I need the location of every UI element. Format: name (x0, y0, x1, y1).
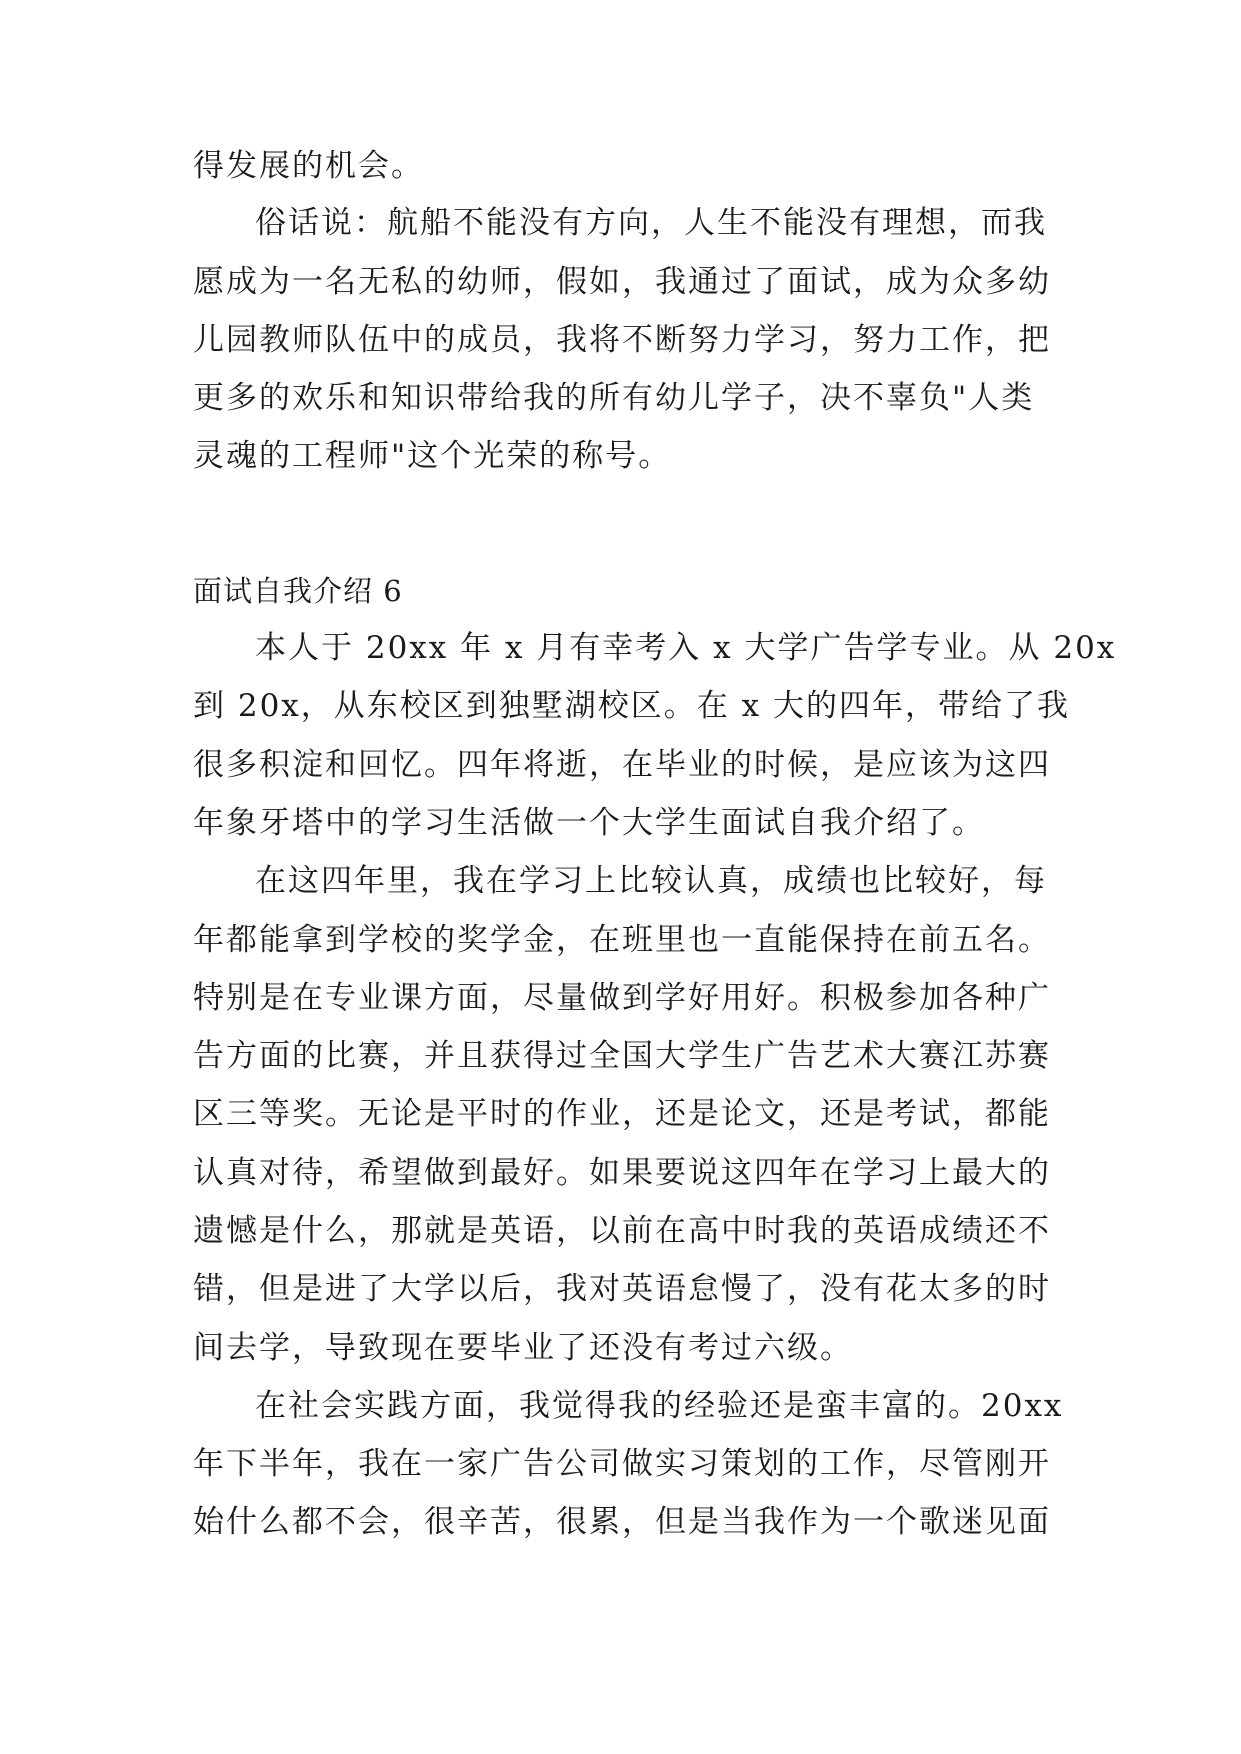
paragraph-line: 年象牙塔中的学习生活做一个大学生面试自我介绍了。 (193, 805, 985, 841)
paragraph-line: 俗话说：航船不能没有方向，人生不能没有理想，而我 (255, 205, 1047, 241)
paragraph-line: 始什么都不会，很辛苦，很累，但是当我作为一个歌迷见面 (193, 1504, 1051, 1540)
paragraph-line: 认真对待，希望做到最好。如果要说这四年在学习上最大的 (193, 1155, 1051, 1191)
paragraph-line: 在社会实践方面，我觉得我的经验还是蛮丰富的。20xx (255, 1388, 1064, 1424)
paragraph-line: 年都能拿到学校的奖学金，在班里也一直能保持在前五名。 (193, 922, 1051, 958)
paragraph-line: 年下半年，我在一家广告公司做实习策划的工作，尽管刚开 (193, 1446, 1051, 1482)
paragraph-line: 得发展的机会。 (193, 148, 424, 184)
paragraph-line: 在这四年里，我在学习上比较认真，成绩也比较好，每 (255, 863, 1047, 899)
paragraph-line: 儿园教师队伍中的成员，我将不断努力学习，努力工作，把 (193, 322, 1051, 358)
paragraph-line: 灵魂的工程师"这个光荣的称号。 (193, 438, 672, 474)
paragraph-line: 到 20x，从东校区到独墅湖校区。在 x 大的四年，带给了我 (193, 688, 1070, 724)
section-heading: 面试自我介绍 6 (193, 574, 403, 608)
paragraph-line: 区三等奖。无论是平时的作业，还是论文，还是考试，都能 (193, 1096, 1051, 1132)
paragraph-line: 更多的欢乐和知识带给我的所有幼儿学子，决不辜负"人类 (193, 380, 1035, 416)
paragraph-line: 很多积淀和回忆。四年将逝，在毕业的时候，是应该为这四 (193, 747, 1051, 783)
paragraph-line: 本人于 20xx 年 x 月有幸考入 x 大学广告学专业。从 20x (255, 630, 1117, 666)
paragraph-line: 愿成为一名无私的幼师，假如，我通过了面试，成为众多幼 (193, 264, 1051, 300)
paragraph-line: 告方面的比赛，并且获得过全国大学生广告艺术大赛江苏赛 (193, 1038, 1051, 1074)
paragraph-line: 遗憾是什么，那就是英语，以前在高中时我的英语成绩还不 (193, 1213, 1051, 1249)
paragraph-line: 间去学，导致现在要毕业了还没有考过六级。 (193, 1330, 853, 1366)
paragraph-line: 特别是在专业课方面，尽量做到学好用好。积极参加各种广 (193, 980, 1051, 1016)
paragraph-line: 错，但是进了大学以后，我对英语怠慢了，没有花太多的时 (193, 1271, 1051, 1307)
